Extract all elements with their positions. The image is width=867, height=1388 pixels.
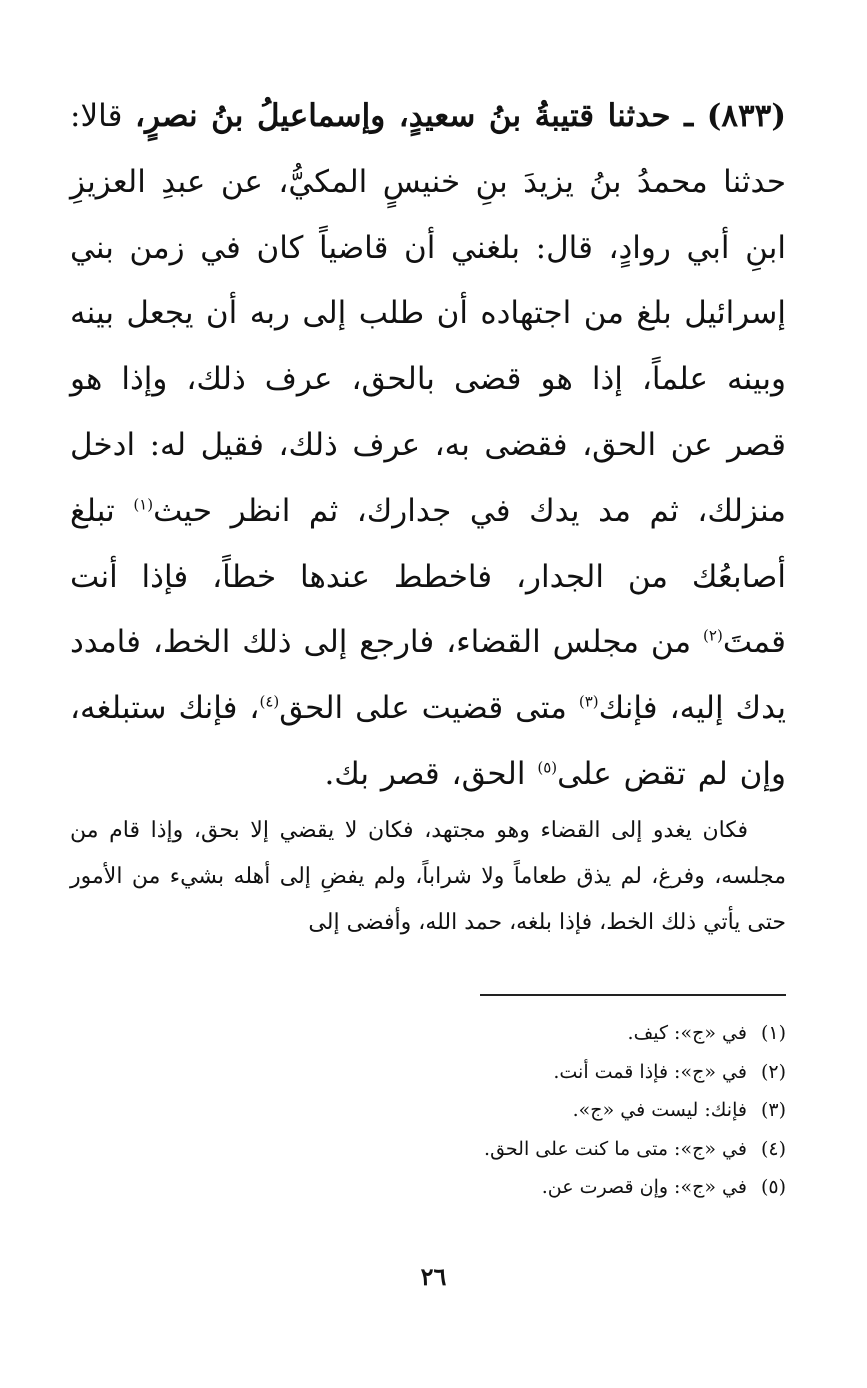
footnote-item xyxy=(70,1053,786,1092)
footnote-text: في «ج»: فإذا قمت أنت. xyxy=(553,1060,747,1083)
footnote-number: (٤) xyxy=(760,1137,786,1160)
footnote-text: في «ج»: متى ما كنت على الحق. xyxy=(484,1137,747,1160)
footnote-item xyxy=(70,1091,786,1130)
footnote-divider xyxy=(480,994,786,996)
page-number: ٢٦ xyxy=(420,1262,447,1291)
hadith-text-segment: ، فإنك ستبلغه، وإن لم تقض على xyxy=(70,690,786,792)
hadith-text-segment: قالا: حدثنا محمدُ بنُ يزيدَ بنِ خنيسٍ المكيُّ، عن عبدِ العزيزِ ابنِ أبي روادٍ، قال: بلغني أن قاضياً كان في زمن بني إسرائيل بلغ من اجتهاده أن طلب إلى ربه أن يجعل بينه وبينه علماً، إذا هو قضى بالحق، عرف ذلك، وإذا هو قصر عن الحق، فقضى به، عرف ذلك، فقيل له: ادخل منزلك، ثم مد يدك في جدارك، ثم انظر حيث xyxy=(70,98,786,529)
continuation-paragraph: فكان يغدو إلى القضاء وهو مجتهد، فكان لا يقضي إلا بحق، وإذا قام من مجلسه، وفرغ، لم يذق طعاماً ولا شراباً، ولم يفضِ إلى أهله بشيء من الأمور حتى يأتي ذلك الخط، فإذا بلغه، حمد الله، وأفضى إلى xyxy=(70,818,786,935)
footnote-ref-5[interactable]: (٥) xyxy=(537,758,558,777)
footnote-number: (٥) xyxy=(760,1176,786,1199)
footnotes-list xyxy=(70,1014,786,1207)
footnote-ref-3[interactable]: (٣) xyxy=(578,692,599,711)
footnote-ref-1[interactable]: (١) xyxy=(133,495,154,514)
hadith-lead: (٨٣٣) ـ حدثنا قتيبةُ بنُ سعيدٍ، وإسماعيلُ بنُ نصرٍ، xyxy=(135,98,786,134)
footnote-number: (٢) xyxy=(760,1060,786,1083)
footnote-item xyxy=(70,1014,786,1053)
footnote-item xyxy=(70,1130,786,1169)
hadith-text-segment: الحق، قصر بك. xyxy=(324,755,538,792)
footnote-text: فإنك: ليست في «ج». xyxy=(572,1099,747,1122)
footnote-number: (١) xyxy=(760,1022,786,1044)
footnote-text: في «ج»: وإن قصرت عن. xyxy=(541,1176,747,1199)
hadith-main-text xyxy=(70,84,786,808)
footnote-ref-2[interactable]: (٢) xyxy=(703,627,723,646)
hadith-text-segment: تبلغ أصابعُك من الجدار، فاخطط عندها خطاً، فإذا أنت قمتَ xyxy=(70,492,786,661)
footnote-text: في «ج»: كيف. xyxy=(627,1022,747,1044)
hadith-text-segment: من مجلس القضاء، فارجع إلى ذلك الخط، فامدد يدك إليه، فإنك xyxy=(70,624,787,727)
footnote-item xyxy=(70,1168,786,1207)
footnote-ref-4[interactable]: (٤) xyxy=(259,692,280,711)
hadith-text-segment: متى قضيت على الحق xyxy=(279,690,579,727)
footnote-number: (٣) xyxy=(760,1099,786,1122)
